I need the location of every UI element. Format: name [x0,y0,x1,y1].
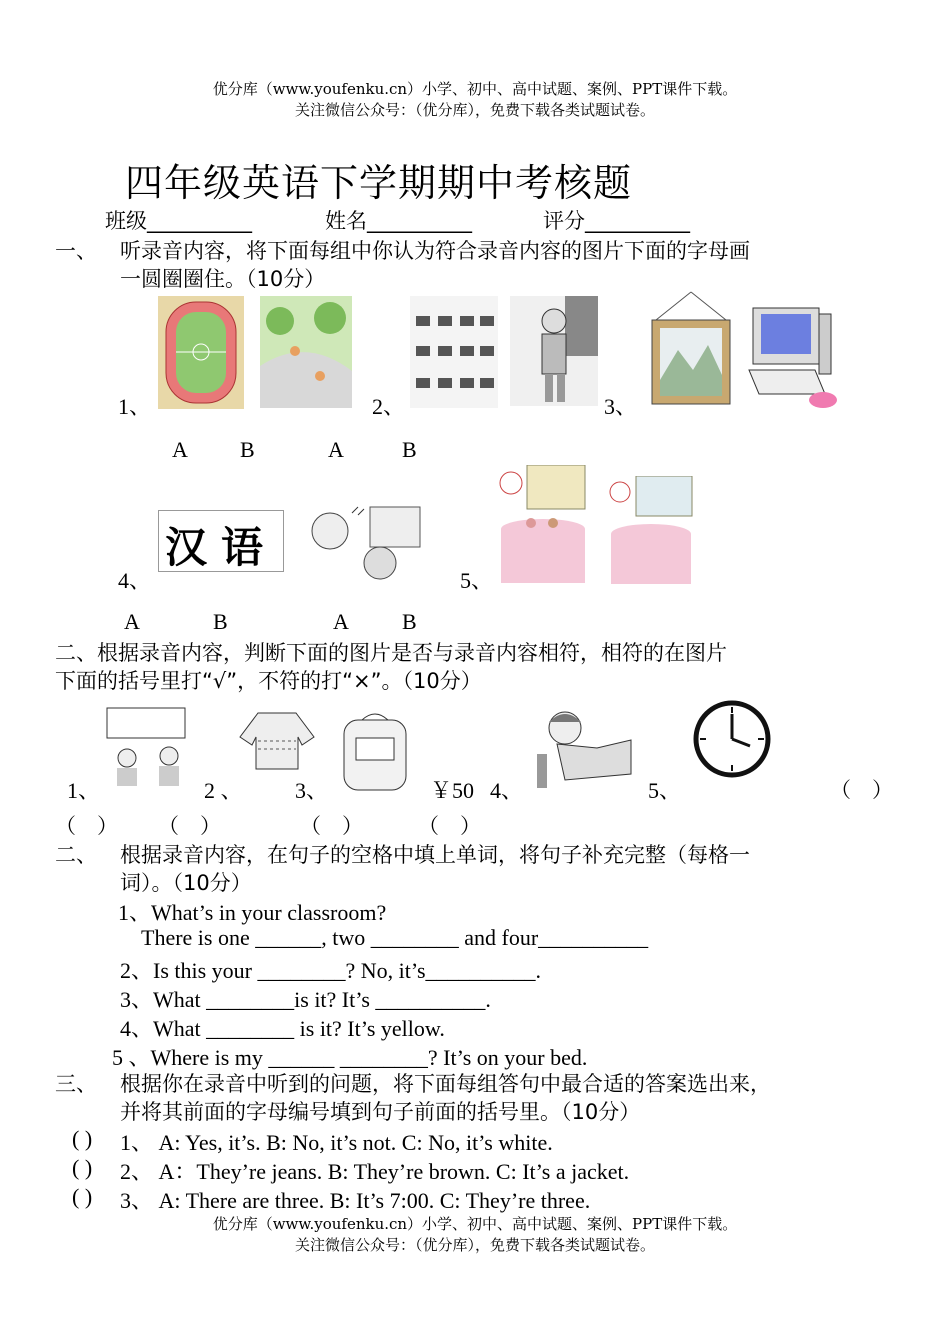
answer-paren[interactable]: （ ） [55,814,118,838]
answer-paren[interactable]: （ ） [158,814,221,838]
answer-paren[interactable]: ( ) [72,1155,93,1180]
table-with-food-picture [497,465,589,585]
answer-paren[interactable]: ( ) [72,1184,93,1209]
footer-line-2: 关注微信公众号：（优分库），免费下载各类试题试卷。 [294,1236,655,1254]
s2-item-4-number: 4、 [490,778,524,803]
section4-instruction-line1: 根据你在录音中听到的问题，将下面每组答句中最合适的答案选出来， [120,1072,771,1096]
table-empty-picture [606,476,696,586]
painting-picture [648,290,734,408]
kitchen-scene-picture [103,706,189,788]
option-letter-b: B [402,609,417,634]
backpack-picture [330,708,420,792]
class-field-label: 班级__________ [105,209,252,233]
answer-paren[interactable]: （ ） [830,778,893,802]
fill-question-3: 3、What ________is it? It’s __________. [120,987,491,1012]
name-field-label: 姓名__________ [325,209,472,233]
section1-instruction-line2: 一圆圈圈住。（10分） [120,267,326,291]
s2-item-3-number: 3、 [295,778,329,803]
s1-item-1-number: 1、 [118,394,152,419]
park-picture [260,296,352,408]
sweater-picture [238,707,316,773]
footer-line-1: 优分库（www.youfenku.cn）小学、初中、高中试题、案例、PPT课件下载。 [212,1215,738,1233]
s2-item-1-number: 1、 [67,778,101,803]
section3-instruction-line2: 词）。（10分） [120,871,252,895]
choice-question-3: 3、 A: There are three. B: It’s 7:00. C: They’re three. [120,1188,591,1213]
teacher-picture [510,296,598,406]
computer-picture [745,304,841,410]
section3-instruction-line1: 根据录音内容，在句子的空格中填上单词，将句子补充完整（每格一 [120,843,750,867]
boy-at-desk-picture [535,704,633,788]
answer-paren[interactable]: （ ） [418,814,481,838]
option-letter-b: B [240,437,255,462]
section2-instruction-line1: 二、根据录音内容，判断下面的图片是否与录音内容相符，相符的在图片 [55,641,727,665]
answer-paren[interactable]: （ ） [300,814,363,838]
header-line-1: 优分库（www.youfenku.cn）小学、初中、高中试题、案例、PPT课件下载。 [212,80,738,98]
choice-question-1: 1、 A: Yes, it’s. B: No, it’s not. C: No, it’s white. [120,1130,553,1155]
sports-field-picture [158,296,244,409]
computer-room-picture [410,296,498,408]
answer-paren[interactable]: ( ) [72,1126,93,1151]
chinese-characters-picture [158,510,284,572]
section3-number: 二、 [55,843,97,867]
section1-number: 一、 [55,239,97,263]
s2-item-5-number: 5、 [648,778,682,803]
option-letter-b: B [402,437,417,462]
score-field-label: 评分__________ [543,209,690,233]
fill-question-5: 5 、Where is my ______ ________? It’s on your bed. [112,1045,588,1070]
price-label: ￥50 [430,778,475,803]
section4-number: 三、 [55,1072,97,1096]
section4-instruction-line2: 并将其前面的字母编号填到句子前面的括号里。（10分） [120,1100,641,1124]
section1-instruction-line1: 听录音内容，将下面每组中你认为符合录音内容的图片下面的字母画 [120,239,750,263]
option-letter-b: B [213,609,228,634]
option-letter-a: A [328,437,344,462]
header-line-2: 关注微信公众号：（优分库），免费下载各类试题试卷。 [294,101,655,119]
s2-item-2-number: 2 、 [204,778,243,803]
fill-question-2: 2、Is this your ________? No, it’s__________. [120,958,542,983]
chinese-characters-text: 汉语 [165,523,278,572]
s1-item-4-number: 4、 [118,568,152,593]
page-title: 四年级英语下学期期中考核题 [125,161,633,205]
fill-question-1: 1、What’s in your classroom? [118,900,387,925]
fill-question-4: 4、What ________ is it? It’s yellow. [120,1016,445,1041]
girl-music-picture [302,503,422,585]
s1-item-3-number: 3、 [604,394,638,419]
option-letter-a: A [124,609,140,634]
s1-item-5-number: 5、 [460,568,494,593]
section2-instruction-line2: 下面的括号里打“√”，不符的打“×”。（10分） [55,669,482,693]
choice-question-2: 2、 A：They’re jeans. B: They’re brown. C: It’s a jacket. [120,1159,630,1184]
fill-question-1-sentence: There is one ______, two ________ and four__________ [141,925,649,950]
option-letter-a: A [172,437,188,462]
option-letter-a: A [333,609,349,634]
s1-item-2-number: 2、 [372,394,406,419]
clock-picture [692,694,772,784]
